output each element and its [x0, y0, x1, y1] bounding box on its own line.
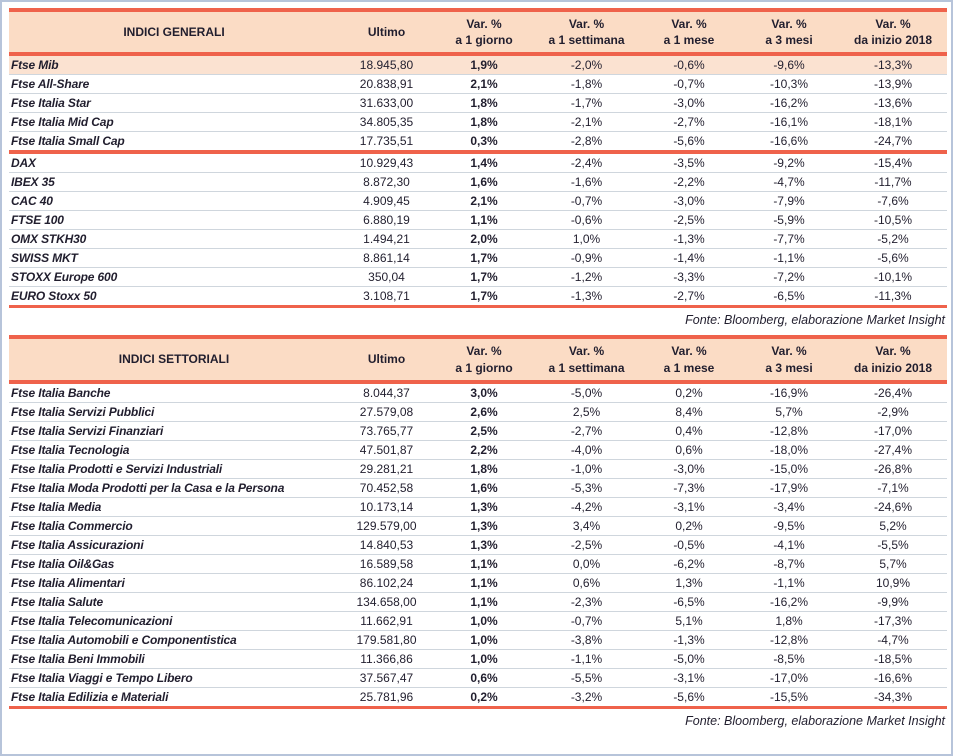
- cell-index-name: Ftse Italia Automobili e Componentistica: [9, 630, 339, 649]
- table-row: [9, 611, 947, 630]
- cell-index-name: Ftse Italia Small Cap: [9, 132, 339, 152]
- column-header-var-1-mese: Var. % a 1 mese: [639, 10, 739, 53]
- table-row: [9, 132, 947, 152]
- cell-var-1-mese: -0,5%: [639, 535, 739, 554]
- cell-var-1-settimana: -1,3%: [534, 287, 639, 307]
- cell-ultimo: 20.838,91: [339, 75, 434, 94]
- cell-var-1-giorno: 2,2%: [434, 440, 534, 459]
- column-header-var-1-settimana: Var. % a 1 settimana: [534, 337, 639, 380]
- cell-var-1-mese: 0,6%: [639, 440, 739, 459]
- cell-var-1-settimana: -5,3%: [534, 478, 639, 497]
- cell-var-3-mesi: -18,0%: [739, 440, 839, 459]
- cell-var-1-giorno: 0,2%: [434, 687, 534, 707]
- cell-var-3-mesi: -12,8%: [739, 630, 839, 649]
- cell-var-3-mesi: -9,5%: [739, 516, 839, 535]
- table-row: [9, 421, 947, 440]
- cell-var-3-mesi: 1,8%: [739, 611, 839, 630]
- cell-ultimo: 179.581,80: [339, 630, 434, 649]
- cell-var-1-mese: -3,1%: [639, 497, 739, 516]
- cell-var-da-inizio-2018: 10,9%: [839, 573, 947, 592]
- cell-var-da-inizio-2018: -26,4%: [839, 383, 947, 403]
- source-note: Fonte: Bloomberg, elaborazione Market Insight: [685, 713, 945, 728]
- cell-var-1-settimana: 0,6%: [534, 573, 639, 592]
- table-row: [9, 192, 947, 211]
- cell-var-da-inizio-2018: -15,4%: [839, 153, 947, 173]
- cell-ultimo: 73.765,77: [339, 421, 434, 440]
- cell-var-1-mese: 0,4%: [639, 421, 739, 440]
- cell-var-da-inizio-2018: -5,5%: [839, 535, 947, 554]
- cell-var-1-mese: -6,2%: [639, 554, 739, 573]
- cell-var-1-giorno: 1,6%: [434, 478, 534, 497]
- source-note: Fonte: Bloomberg, elaborazione Market Insight: [685, 313, 945, 328]
- column-header-var-3-mesi: Var. % a 3 mesi: [739, 10, 839, 53]
- cell-var-da-inizio-2018: -26,8%: [839, 459, 947, 478]
- cell-ultimo: 134.658,00: [339, 592, 434, 611]
- cell-var-1-mese: -5,0%: [639, 649, 739, 668]
- cell-var-3-mesi: -7,9%: [739, 192, 839, 211]
- cell-var-1-settimana: -3,2%: [534, 687, 639, 707]
- cell-var-1-mese: -1,4%: [639, 249, 739, 268]
- cell-var-3-mesi: 5,7%: [739, 402, 839, 421]
- column-header-var-1-giorno: Var. % a 1 giorno: [434, 337, 534, 380]
- cell-var-da-inizio-2018: -16,6%: [839, 668, 947, 687]
- table-row: [9, 55, 947, 75]
- cell-var-da-inizio-2018: -11,3%: [839, 287, 947, 307]
- cell-ultimo: 47.501,87: [339, 440, 434, 459]
- header-row: [9, 337, 947, 380]
- cell-index-name: OMX STKH30: [9, 230, 339, 249]
- cell-index-name: Ftse Italia Banche: [9, 383, 339, 403]
- cell-var-1-giorno: 1,4%: [434, 153, 534, 173]
- cell-index-name: Ftse Italia Assicurazioni: [9, 535, 339, 554]
- cell-var-1-settimana: -1,2%: [534, 268, 639, 287]
- cell-index-name: EURO Stoxx 50: [9, 287, 339, 307]
- cell-var-1-settimana: 1,0%: [534, 230, 639, 249]
- cell-ultimo: 1.494,21: [339, 230, 434, 249]
- cell-var-1-settimana: -4,0%: [534, 440, 639, 459]
- cell-var-1-mese: -3,3%: [639, 268, 739, 287]
- cell-var-1-giorno: 2,1%: [434, 192, 534, 211]
- cell-var-3-mesi: -5,9%: [739, 211, 839, 230]
- cell-var-1-settimana: -2,4%: [534, 153, 639, 173]
- cell-var-1-mese: -3,0%: [639, 459, 739, 478]
- cell-ultimo: 18.945,80: [339, 55, 434, 75]
- cell-var-1-settimana: -2,0%: [534, 55, 639, 75]
- cell-var-3-mesi: -15,0%: [739, 459, 839, 478]
- cell-var-1-giorno: 1,1%: [434, 573, 534, 592]
- cell-var-1-giorno: 1,1%: [434, 592, 534, 611]
- column-header-ultimo: Ultimo: [339, 337, 434, 380]
- table-row: [9, 287, 947, 307]
- cell-var-1-mese: -3,1%: [639, 668, 739, 687]
- cell-var-1-giorno: 1,7%: [434, 268, 534, 287]
- cell-var-da-inizio-2018: -13,3%: [839, 55, 947, 75]
- cell-var-3-mesi: -16,6%: [739, 132, 839, 152]
- cell-ultimo: 29.281,21: [339, 459, 434, 478]
- cell-var-1-mese: 8,4%: [639, 402, 739, 421]
- cell-var-3-mesi: -1,1%: [739, 573, 839, 592]
- cell-var-da-inizio-2018: -4,7%: [839, 630, 947, 649]
- cell-var-da-inizio-2018: -13,9%: [839, 75, 947, 94]
- cell-var-1-giorno: 1,8%: [434, 113, 534, 132]
- cell-var-1-mese: -0,6%: [639, 55, 739, 75]
- cell-var-da-inizio-2018: -27,4%: [839, 440, 947, 459]
- table-row: [9, 497, 947, 516]
- cell-var-1-settimana: -1,8%: [534, 75, 639, 94]
- cell-var-1-settimana: 0,0%: [534, 554, 639, 573]
- table-row: [9, 268, 947, 287]
- cell-var-1-giorno: 1,3%: [434, 535, 534, 554]
- cell-ultimo: 17.735,51: [339, 132, 434, 152]
- column-header-ultimo: Ultimo: [339, 10, 434, 53]
- table-row: [9, 211, 947, 230]
- table-row: [9, 687, 947, 707]
- table-row: [9, 649, 947, 668]
- cell-var-1-mese: -3,0%: [639, 94, 739, 113]
- cell-var-da-inizio-2018: -17,0%: [839, 421, 947, 440]
- cell-ultimo: 10.929,43: [339, 153, 434, 173]
- cell-ultimo: 4.909,45: [339, 192, 434, 211]
- table-row: [9, 402, 947, 421]
- cell-index-name: Ftse Italia Prodotti e Servizi Industriali: [9, 459, 339, 478]
- cell-var-1-giorno: 1,0%: [434, 630, 534, 649]
- cell-var-1-giorno: 3,0%: [434, 383, 534, 403]
- column-header-var-da-inizio-2018: Var. % da inizio 2018: [839, 337, 947, 380]
- cell-var-1-settimana: -1,7%: [534, 94, 639, 113]
- cell-ultimo: 31.633,00: [339, 94, 434, 113]
- cell-index-name: Ftse Italia Oil&Gas: [9, 554, 339, 573]
- indices-table: [9, 8, 947, 308]
- cell-var-da-inizio-2018: -11,7%: [839, 173, 947, 192]
- header-row: [9, 10, 947, 53]
- table-row: [9, 440, 947, 459]
- cell-var-3-mesi: -16,2%: [739, 592, 839, 611]
- cell-var-1-giorno: 1,0%: [434, 649, 534, 668]
- column-header-var-da-inizio-2018: Var. % da inizio 2018: [839, 10, 947, 53]
- cell-var-da-inizio-2018: -10,5%: [839, 211, 947, 230]
- table-row: [9, 383, 947, 403]
- cell-var-1-settimana: -5,5%: [534, 668, 639, 687]
- table-row: [9, 459, 947, 478]
- cell-ultimo: 16.589,58: [339, 554, 434, 573]
- cell-var-1-giorno: 2,5%: [434, 421, 534, 440]
- cell-index-name: Ftse Italia Media: [9, 497, 339, 516]
- table-row: [9, 478, 947, 497]
- cell-var-1-settimana: -0,7%: [534, 192, 639, 211]
- cell-var-da-inizio-2018: -18,1%: [839, 113, 947, 132]
- cell-var-3-mesi: -9,2%: [739, 153, 839, 173]
- cell-var-3-mesi: -8,5%: [739, 649, 839, 668]
- cell-var-1-settimana: -1,6%: [534, 173, 639, 192]
- table-row: [9, 75, 947, 94]
- cell-var-1-giorno: 2,6%: [434, 402, 534, 421]
- cell-index-name: FTSE 100: [9, 211, 339, 230]
- cell-var-1-mese: -6,5%: [639, 592, 739, 611]
- cell-var-3-mesi: -17,9%: [739, 478, 839, 497]
- cell-ultimo: 8.044,37: [339, 383, 434, 403]
- indices-table: [9, 335, 947, 708]
- cell-var-1-settimana: 3,4%: [534, 516, 639, 535]
- cell-var-3-mesi: -8,7%: [739, 554, 839, 573]
- cell-ultimo: 37.567,47: [339, 668, 434, 687]
- cell-index-name: Ftse Italia Servizi Pubblici: [9, 402, 339, 421]
- cell-var-1-settimana: -5,0%: [534, 383, 639, 403]
- table-row: [9, 94, 947, 113]
- cell-ultimo: 34.805,35: [339, 113, 434, 132]
- column-header-var-3-mesi: Var. % a 3 mesi: [739, 337, 839, 380]
- cell-var-da-inizio-2018: 5,7%: [839, 554, 947, 573]
- column-header-var-1-mese: Var. % a 1 mese: [639, 337, 739, 380]
- cell-var-da-inizio-2018: -34,3%: [839, 687, 947, 707]
- cell-index-name: Ftse Italia Star: [9, 94, 339, 113]
- cell-var-da-inizio-2018: -10,1%: [839, 268, 947, 287]
- cell-index-name: Ftse Italia Moda Prodotti per la Casa e la Persona: [9, 478, 339, 497]
- cell-var-3-mesi: -7,2%: [739, 268, 839, 287]
- cell-var-3-mesi: -17,0%: [739, 668, 839, 687]
- cell-var-1-mese: -3,0%: [639, 192, 739, 211]
- cell-var-da-inizio-2018: -2,9%: [839, 402, 947, 421]
- cell-var-1-giorno: 1,7%: [434, 287, 534, 307]
- cell-index-name: Ftse All-Share: [9, 75, 339, 94]
- table-row: [9, 573, 947, 592]
- cell-var-da-inizio-2018: -18,5%: [839, 649, 947, 668]
- cell-var-1-giorno: 1,3%: [434, 497, 534, 516]
- column-header-var-1-giorno: Var. % a 1 giorno: [434, 10, 534, 53]
- cell-var-1-settimana: -0,7%: [534, 611, 639, 630]
- cell-var-3-mesi: -10,3%: [739, 75, 839, 94]
- cell-ultimo: 27.579,08: [339, 402, 434, 421]
- cell-var-da-inizio-2018: 5,2%: [839, 516, 947, 535]
- cell-index-name: Ftse Italia Salute: [9, 592, 339, 611]
- cell-var-3-mesi: -3,4%: [739, 497, 839, 516]
- cell-var-1-mese: 1,3%: [639, 573, 739, 592]
- cell-var-3-mesi: -16,9%: [739, 383, 839, 403]
- cell-var-1-settimana: -1,0%: [534, 459, 639, 478]
- cell-var-3-mesi: -1,1%: [739, 249, 839, 268]
- cell-index-name: Ftse Italia Servizi Finanziari: [9, 421, 339, 440]
- cell-index-name: Ftse Italia Viaggi e Tempo Libero: [9, 668, 339, 687]
- cell-var-da-inizio-2018: -24,6%: [839, 497, 947, 516]
- cell-var-1-settimana: 2,5%: [534, 402, 639, 421]
- cell-var-3-mesi: -16,1%: [739, 113, 839, 132]
- cell-var-1-giorno: 1,0%: [434, 611, 534, 630]
- cell-var-1-mese: -5,6%: [639, 132, 739, 152]
- cell-index-name: Ftse Italia Alimentari: [9, 573, 339, 592]
- cell-var-da-inizio-2018: -7,1%: [839, 478, 947, 497]
- cell-var-3-mesi: -4,7%: [739, 173, 839, 192]
- cell-var-1-settimana: -0,6%: [534, 211, 639, 230]
- cell-var-1-mese: -2,2%: [639, 173, 739, 192]
- cell-var-da-inizio-2018: -24,7%: [839, 132, 947, 152]
- cell-var-1-settimana: -2,8%: [534, 132, 639, 152]
- cell-var-1-giorno: 2,1%: [434, 75, 534, 94]
- cell-var-1-settimana: -0,9%: [534, 249, 639, 268]
- cell-var-3-mesi: -12,8%: [739, 421, 839, 440]
- cell-index-name: STOXX Europe 600: [9, 268, 339, 287]
- cell-ultimo: 86.102,24: [339, 573, 434, 592]
- cell-var-1-mese: 0,2%: [639, 516, 739, 535]
- cell-var-1-mese: -1,3%: [639, 630, 739, 649]
- cell-var-1-mese: -1,3%: [639, 230, 739, 249]
- cell-index-name: Ftse Italia Commercio: [9, 516, 339, 535]
- cell-var-1-giorno: 0,3%: [434, 132, 534, 152]
- cell-ultimo: 11.366,86: [339, 649, 434, 668]
- cell-index-name: Ftse Italia Tecnologia: [9, 440, 339, 459]
- cell-var-1-giorno: 1,7%: [434, 249, 534, 268]
- cell-var-1-settimana: -3,8%: [534, 630, 639, 649]
- cell-index-name: SWISS MKT: [9, 249, 339, 268]
- cell-var-3-mesi: -7,7%: [739, 230, 839, 249]
- cell-var-1-giorno: 1,3%: [434, 516, 534, 535]
- cell-var-1-giorno: 0,6%: [434, 668, 534, 687]
- cell-var-da-inizio-2018: -5,2%: [839, 230, 947, 249]
- cell-index-name: DAX: [9, 153, 339, 173]
- cell-var-3-mesi: -15,5%: [739, 687, 839, 707]
- cell-var-1-mese: -2,7%: [639, 113, 739, 132]
- cell-index-name: Ftse Mib: [9, 55, 339, 75]
- cell-ultimo: 10.173,14: [339, 497, 434, 516]
- table-row: [9, 630, 947, 649]
- cell-var-1-mese: -2,5%: [639, 211, 739, 230]
- cell-index-name: CAC 40: [9, 192, 339, 211]
- cell-var-1-settimana: -1,1%: [534, 649, 639, 668]
- table-row: [9, 230, 947, 249]
- cell-var-1-giorno: 1,1%: [434, 554, 534, 573]
- column-header-var-1-settimana: Var. % a 1 settimana: [534, 10, 639, 53]
- cell-var-1-settimana: -2,1%: [534, 113, 639, 132]
- cell-var-da-inizio-2018: -7,6%: [839, 192, 947, 211]
- cell-ultimo: 3.108,71: [339, 287, 434, 307]
- cell-index-name: IBEX 35: [9, 173, 339, 192]
- cell-index-name: Ftse Italia Telecomunicazioni: [9, 611, 339, 630]
- cell-var-1-settimana: -2,5%: [534, 535, 639, 554]
- table-row: [9, 592, 947, 611]
- cell-var-1-settimana: -2,3%: [534, 592, 639, 611]
- cell-var-1-giorno: 1,6%: [434, 173, 534, 192]
- cell-var-da-inizio-2018: -17,3%: [839, 611, 947, 630]
- cell-var-1-mese: -0,7%: [639, 75, 739, 94]
- cell-var-3-mesi: -6,5%: [739, 287, 839, 307]
- table-title: INDICI GENERALI: [9, 10, 339, 53]
- cell-var-1-settimana: -4,2%: [534, 497, 639, 516]
- cell-var-1-giorno: 1,9%: [434, 55, 534, 75]
- cell-var-da-inizio-2018: -9,9%: [839, 592, 947, 611]
- cell-index-name: Ftse Italia Beni Immobili: [9, 649, 339, 668]
- cell-var-da-inizio-2018: -5,6%: [839, 249, 947, 268]
- cell-var-da-inizio-2018: -13,6%: [839, 94, 947, 113]
- table-row: [9, 153, 947, 173]
- cell-var-1-mese: 5,1%: [639, 611, 739, 630]
- cell-ultimo: 350,04: [339, 268, 434, 287]
- table-row: [9, 113, 947, 132]
- cell-var-1-giorno: 2,0%: [434, 230, 534, 249]
- table-row: [9, 554, 947, 573]
- table-row: [9, 535, 947, 554]
- table-row: [9, 173, 947, 192]
- table-row: [9, 516, 947, 535]
- cell-ultimo: 70.452,58: [339, 478, 434, 497]
- cell-var-3-mesi: -16,2%: [739, 94, 839, 113]
- cell-index-name: Ftse Italia Edilizia e Materiali: [9, 687, 339, 707]
- cell-var-1-giorno: 1,8%: [434, 94, 534, 113]
- table-title: INDICI SETTORIALI: [9, 337, 339, 380]
- cell-index-name: Ftse Italia Mid Cap: [9, 113, 339, 132]
- cell-var-1-settimana: -2,7%: [534, 421, 639, 440]
- general-indices-table: [9, 8, 951, 308]
- cell-var-1-mese: -2,7%: [639, 287, 739, 307]
- cell-ultimo: 129.579,00: [339, 516, 434, 535]
- cell-var-1-giorno: 1,8%: [434, 459, 534, 478]
- cell-ultimo: 8.861,14: [339, 249, 434, 268]
- cell-ultimo: 25.781,96: [339, 687, 434, 707]
- cell-var-1-giorno: 1,1%: [434, 211, 534, 230]
- table-row: [9, 668, 947, 687]
- cell-var-3-mesi: -4,1%: [739, 535, 839, 554]
- cell-ultimo: 11.662,91: [339, 611, 434, 630]
- cell-var-1-mese: -7,3%: [639, 478, 739, 497]
- table-row: [9, 249, 947, 268]
- cell-var-1-mese: -3,5%: [639, 153, 739, 173]
- cell-ultimo: 14.840,53: [339, 535, 434, 554]
- sector-indices-table: [9, 335, 951, 708]
- cell-var-1-mese: 0,2%: [639, 383, 739, 403]
- cell-var-3-mesi: -9,6%: [739, 55, 839, 75]
- cell-ultimo: 6.880,19: [339, 211, 434, 230]
- cell-var-1-mese: -5,6%: [639, 687, 739, 707]
- cell-ultimo: 8.872,30: [339, 173, 434, 192]
